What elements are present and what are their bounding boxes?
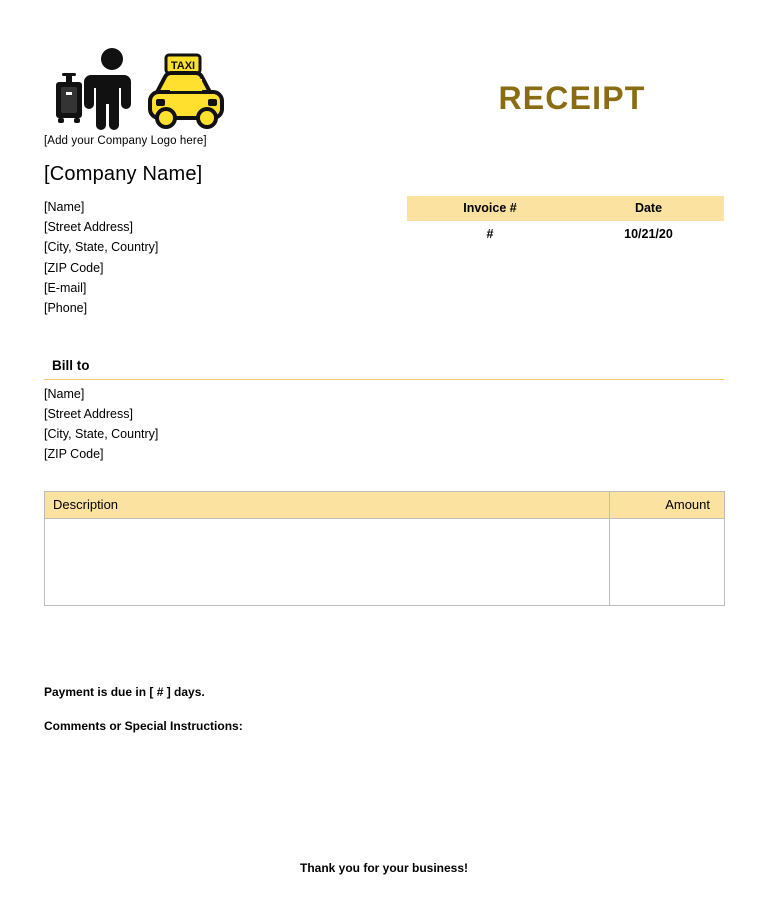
company-name: [Company Name]	[44, 163, 203, 185]
bill-to-line: [Name]	[44, 387, 85, 401]
logo-block	[44, 42, 304, 147]
bill-to-line: [Street Address]	[44, 407, 133, 421]
table-row	[407, 221, 724, 245]
bill-to-block	[44, 384, 384, 464]
amount-header: Amount	[610, 492, 725, 519]
company-address-line: [City, State, Country]	[44, 240, 159, 255]
payment-terms-note: Payment is due in [ # ] days.	[44, 685, 205, 699]
table-row	[45, 519, 725, 606]
company-address-line: [ZIP Code]	[44, 260, 104, 275]
amount-cell[interactable]	[610, 519, 725, 606]
description-header: Description	[45, 492, 610, 519]
bill-to-line: [City, State, Country]	[44, 427, 159, 441]
logo-caption: [Add your Company Logo here]	[44, 135, 207, 147]
company-address-line: [Name]	[44, 200, 85, 214]
company-address-line: [Phone]	[44, 301, 88, 316]
line-items-table	[44, 491, 725, 606]
bill-to-divider	[44, 379, 724, 380]
taxi-traveler-icon	[44, 42, 244, 132]
description-cell[interactable]	[45, 519, 610, 606]
invoice-date-value[interactable]: 10/21/20	[624, 227, 673, 241]
invoice-date-header: Date	[573, 196, 724, 221]
thank-you-note: Thank you for your business!	[299, 861, 469, 875]
invoice-number-header: Invoice #	[407, 196, 573, 221]
comments-label: Comments or Special Instructions:	[44, 719, 243, 733]
bill-to-line: [ZIP Code]	[44, 447, 104, 461]
company-address-block	[44, 197, 364, 318]
company-address-line: [E-mail]	[44, 280, 87, 295]
invoice-meta-table	[407, 196, 724, 245]
bill-to-title: Bill to	[52, 358, 90, 373]
page-title: RECEIPT	[498, 80, 646, 116]
table-header-row	[407, 196, 724, 221]
company-address-line: [Street Address]	[44, 220, 133, 235]
invoice-number-value[interactable]: #	[486, 227, 494, 241]
svg-text:TAXI: TAXI	[170, 60, 196, 72]
table-header-row	[45, 492, 725, 519]
